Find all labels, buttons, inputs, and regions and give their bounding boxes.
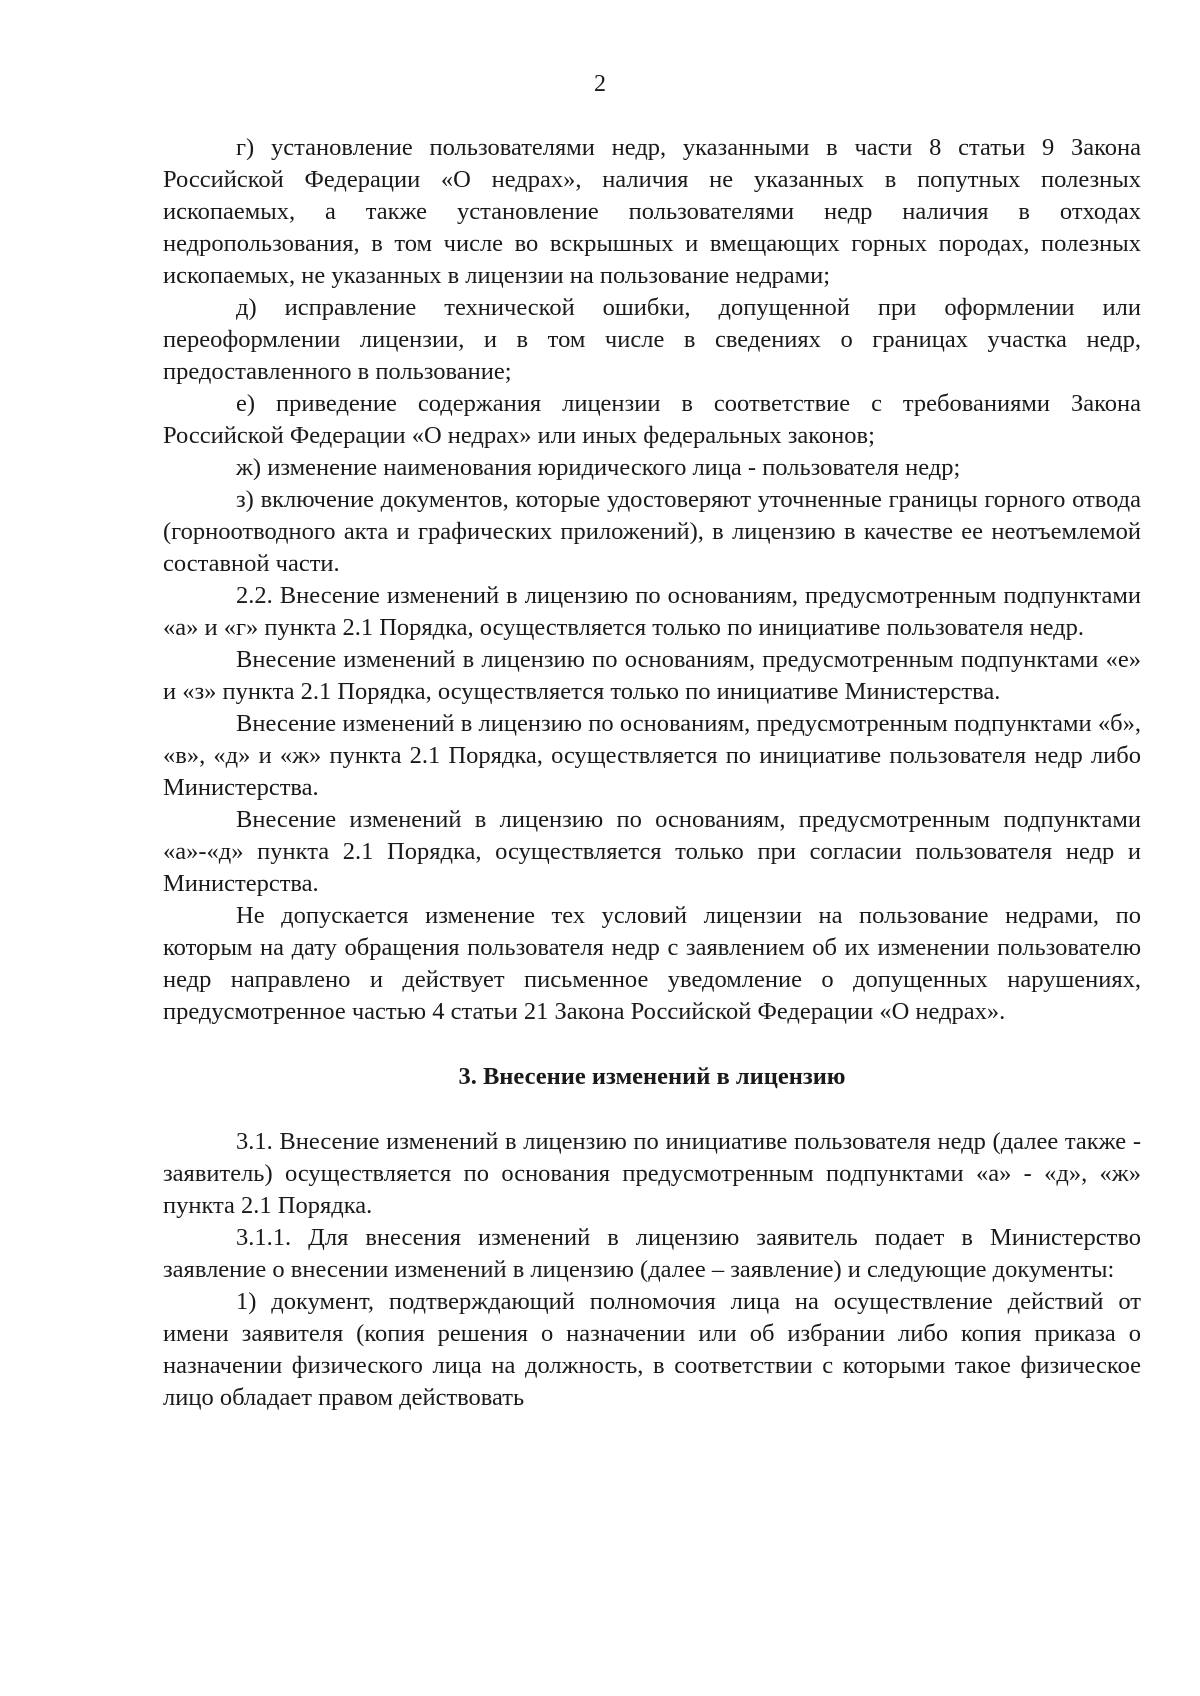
paragraph-2-2-consent: Внесение изменений в лицензию по основаниям, предусмотренным подпунктами «а»-«д» пункта 2.1 Порядка, осуществляется только при согласии пользователя недр и Министерства. bbox=[163, 806, 1141, 897]
section-heading: 3. Внесение изменений в лицензию bbox=[458, 1063, 846, 1090]
page-number: 2 bbox=[594, 71, 606, 97]
document-body bbox=[163, 132, 1141, 1414]
paragraph-2-2-either: Внесение изменений в лицензию по основаниям, предусмотренным подпунктами «б», «в», «д» и «ж» пункта 2.1 Порядка, осуществляется по инициативе пользователя недр либо Министерства. bbox=[163, 710, 1141, 801]
paragraph-d: д) исправление технической ошибки, допущенной при оформлении или переоформлении лицензии, и в том числе в сведениях о границах участка недр, предоставленного в пользование; bbox=[163, 294, 1141, 385]
paragraph-3-1-1: 3.1.1. Для внесения изменений в лицензию заявитель подает в Министерство заявление о внесении изменений в лицензию (далее – заявление) и следующие документы: bbox=[163, 1224, 1141, 1283]
paragraph-z: з) включение документов, которые удостоверяют уточненные границы горного отвода (горноотводного акта и графических приложений), в лицензию в качестве ее неотъемлемой составной части. bbox=[163, 486, 1141, 577]
paragraph-2-2-restriction: Не допускается изменение тех условий лицензии на пользование недрами, по которым на дату обращения пользователя недр с заявлением об их изменении пользователю недр направлено и действует письменное уведомление о допущенных нарушениях, предусмотренное частью 4 статьи 21 Закона Российской Федерации «О недрах». bbox=[163, 902, 1141, 1025]
paragraph-g: г) установление пользователями недр, указанными в части 8 статьи 9 Закона Российской Федерации «О недрах», наличия не указанных в попутных полезных ископаемых, а также установление пользователями недр наличия в отходах недропользования, в том числе во вскрышных и вмещающих горных породах, полезных ископаемых, не указанных в лицензии на пользование недрами; bbox=[163, 134, 1141, 289]
paragraph-e: е) приведение содержания лицензии в соответствие с требованиями Закона Российской Федерации «О недрах» или иных федеральных законов; bbox=[163, 390, 1141, 449]
paragraph-3-1: 3.1. Внесение изменений в лицензию по инициативе пользователя недр (далее также - заявитель) осуществляется по основания предусмотренным подпунктами «а» - «д», «ж» пункта 2.1 Порядка. bbox=[163, 1128, 1141, 1219]
paragraph-2-2: 2.2. Внесение изменений в лицензию по основаниям, предусмотренным подпунктами «а» и «г» пункта 2.1 Порядка, осуществляется только по инициативе пользователя недр. bbox=[163, 582, 1141, 641]
paragraph-item-1: 1) документ, подтверждающий полномочия лица на осуществление действий от имени заявителя (копия решения о назначении или об избрании либо копия приказа о назначении физического лица на должность, в соответствии с которыми такое физическое лицо обладает правом действовать bbox=[163, 1288, 1141, 1411]
paragraph-zh: ж) изменение наименования юридического лица - пользователя недр; bbox=[236, 454, 961, 481]
paragraph-2-2-ministry: Внесение изменений в лицензию по основаниям, предусмотренным подпунктами «е» и «з» пункта 2.1 Порядка, осуществляется только по инициативе Министерства. bbox=[163, 646, 1141, 705]
